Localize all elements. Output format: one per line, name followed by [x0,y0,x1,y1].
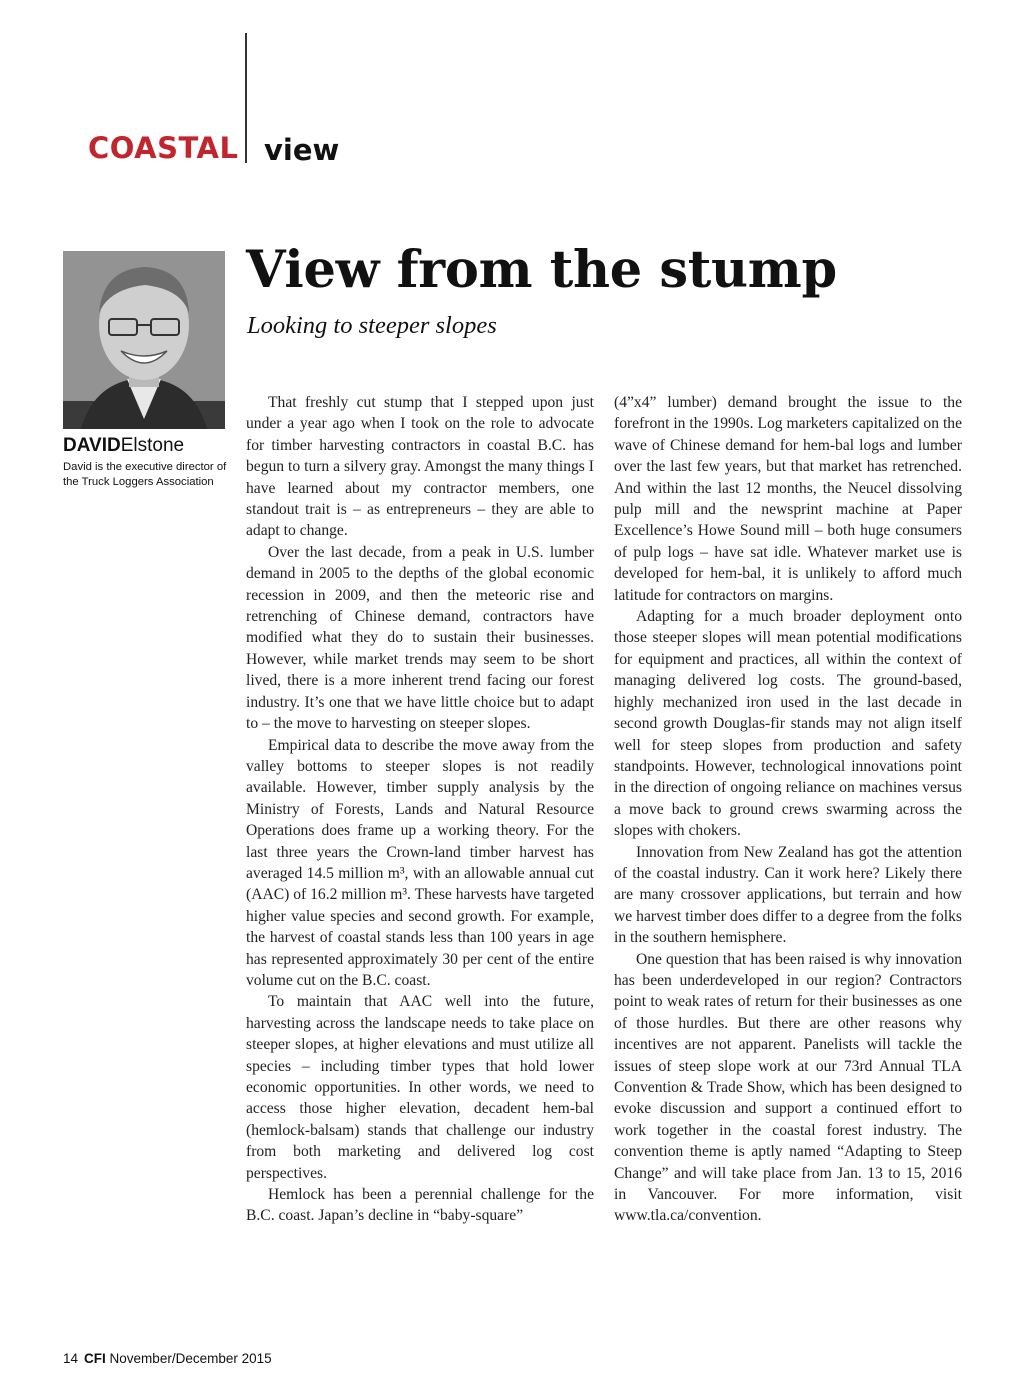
paragraph: Hemlock has been a perennial challenge for the B.C. coast. Japan’s decline in “baby-square” [246,1186,594,1225]
publication-name: CFI [84,1351,106,1366]
header-divider [245,33,247,163]
author-bio: David is the executive director of the Truck Loggers Association [63,461,227,488]
author-name [63,435,233,457]
author-portrait-icon [63,251,225,429]
page-number: 14 [63,1351,79,1366]
section-label-secondary: view [264,133,340,167]
section-label-primary: COASTAL [88,131,239,165]
author-photo [63,251,225,429]
author-first-name: DAVID [63,435,121,456]
body-column-2 [614,392,962,1227]
paragraph: One question that has been raised is why innovation has been underdeveloped in our region? Contractors point to weak rates of return for their businesses as one of those hurdles. But there are other reasons why incentives are not apparent. Panelists will tackle the issues of steep slope work at our 73rd Annual TLA Convention & Trade Show, which has been designed to evoke discussion and support a continued effort to work together in the coastal forest industry. The convention theme is aptly named “Adapting to Steep Change” and will take place from Jan. 13 to 15, 2016 in Vancouver. For more information, visit www.tla.ca/convention. [614,950,962,1225]
author-byline [63,435,233,490]
paragraph: To maintain that AAC well into the future, harvesting across the landscape needs to take place on steeper slopes, at higher elevations and must utilize all species – including timber types that hold lower economic opportunities. In other words, we need to access those higher elevation, decadent hem-bal (hemlock-balsam) stands that challenge our industry from both marketing and delivered log cost perspectives. [246,993,594,1182]
paragraph: That freshly cut stump that I stepped upon just under a year ago when I took on the role to advocate for timber harvesting contractors in coastal B.C. has begun to turn a silvery gray. Amongst the many things I have learned about my contractor members, one standout trait is – as entrepreneurs – they are able to adapt to change. [246,394,594,540]
paragraph-continued: (4”x4” lumber) demand brought the issue to the forefront in the 1990s. Log marketers capitalized on the wave of Chinese demand for hem-bal logs and lumber over the last few years, but that market has retrenched. And within the last 12 months, the Neucel dissolving pulp mill and the newsprint machine at Paper Excellence’s Howe Sound mill – both huge consumers of pulp logs – have sat idle. Whatever market use is developed for hem-bal, it is unlikely to afford much latitude for contractors on margins. [614,394,962,604]
paragraph: Adapting for a much broader deployment onto those steeper slopes will mean potential modifications for equipment and practices, all within the context of managing delivered log costs. The ground-based, highly mechanized iron used in the last decade in second growth Douglas-fir stands may not align itself well for steep slopes from production and safety standpoints. However, technological innovations point in the direction of ongoing reliance on machines versus a move back to ground crews swarming across the slopes with chokers. [614,608,962,840]
body-column-1 [246,392,594,1227]
author-last-name: Elstone [120,435,185,456]
article-title: View from the stump [246,240,837,300]
issue-date: November/December 2015 [109,1351,272,1366]
paragraph: Empirical data to describe the move away from the valley bottoms to steeper slopes is not readily available. However, timber supply analysis by the Ministry of Forests, Lands and Natural Resource Operations does frame up a working theory. For the last three years the Crown-land timber harvest has averaged 14.5 million m³, with an allowable annual cut (AAC) of 16.2 million m³. These harvests have targeted higher value species and second growth. For example, the harvest of coastal stands less than 100 years in age has represented approximately 30 per cent of the entire volume cut on the B.C. coast. [246,736,594,989]
article-subtitle: Looking to steeper slopes [247,312,497,339]
paragraph: Innovation from New Zealand has got the attention of the coastal industry. Can it work here? Likely there are many crossover applications, but terrain and how we harvest timber does differ to a degree from the folks in the southern hemisphere. [614,843,962,947]
paragraph: Over the last decade, from a peak in U.S. lumber demand in 2005 to the depths of the global economic recession in 2009, and then the meteoric rise and retrenching of Chinese demand, contractors have modified what they do to sustain their businesses. However, while market trends may seem to be short lived, there is a more inherent trend facing our forest industry. It’s one that we have little choice but to adapt to – the move to harvesting on steeper slopes. [246,543,594,733]
page-footer [63,1351,272,1366]
